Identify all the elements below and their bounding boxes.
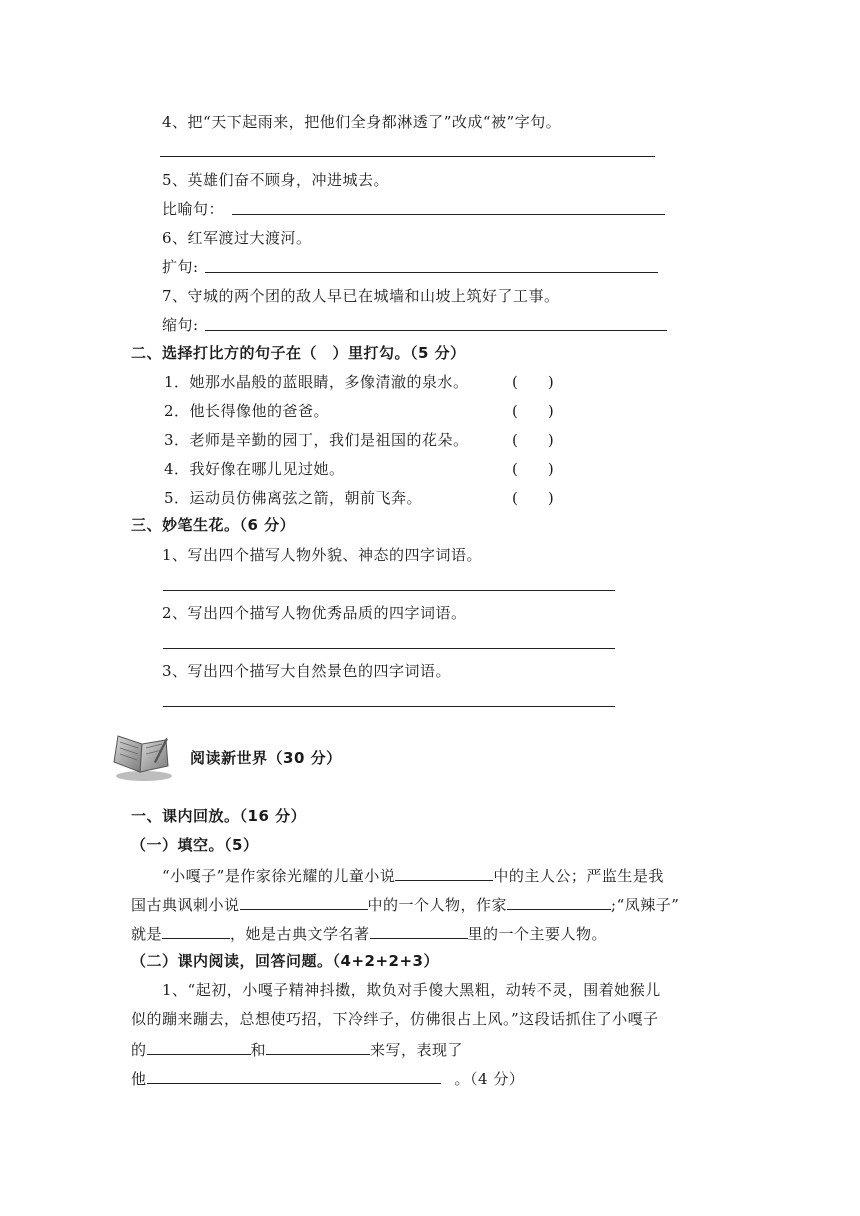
writing-item-2: 2、写出四个描写人物优秀品质的四字词语。 xyxy=(162,604,467,622)
p4-text-b: 。（4 分） xyxy=(454,1070,525,1088)
label-simile: 比喻句： xyxy=(162,200,225,218)
choice-item-5: 5．运动员仿佛离弦之箭，朝前飞奔。 xyxy=(164,489,423,507)
answer-line-w1[interactable] xyxy=(163,590,615,591)
blank-shows[interactable] xyxy=(147,1068,441,1084)
reading-section-1: 一、课内回放。（16 分） xyxy=(131,807,307,825)
check-paren-1[interactable]: ( ) xyxy=(512,373,554,391)
section-2-heading: 二、选择打比方的句子在（ ）里打勾。（5 分） xyxy=(131,344,466,362)
reading-sub-1: （一）填空。（5） xyxy=(131,836,259,854)
fill-line-1 xyxy=(162,865,664,885)
label-shrink: 缩句: xyxy=(162,316,199,334)
fill-text-3b: ，她是古典文学名著 xyxy=(230,925,370,943)
choice-item-4: 4．我好像在哪儿见过她。 xyxy=(164,460,345,478)
label-expand: 扩句: xyxy=(162,258,199,276)
answer-line-q5[interactable] xyxy=(232,214,665,215)
fill-text-1b: 中的主人公；严监生是我 xyxy=(493,867,664,885)
answer-line-q4[interactable] xyxy=(160,156,655,157)
writing-item-1: 1、写出四个描写人物外貌、神态的四字词语。 xyxy=(162,546,483,564)
blank-novel-title[interactable] xyxy=(395,865,493,881)
answer-line-q6[interactable] xyxy=(205,272,658,273)
fill-text-1a: “小嘎子”是作家徐光耀的儿童小说 xyxy=(162,867,396,885)
p3-text-c: 来写，表现了 xyxy=(370,1041,464,1059)
blank-aspect-1[interactable] xyxy=(147,1039,251,1055)
fill-line-2 xyxy=(131,894,679,914)
choice-item-2: 2．他长得像他的爸爸。 xyxy=(164,402,330,420)
p3-text-a: 的 xyxy=(131,1041,147,1059)
blank-satire-novel[interactable] xyxy=(240,894,368,910)
question-7: 7、守城的两个团的敌人早已在城墙和山坡上筑好了工事。 xyxy=(162,287,560,305)
check-paren-2[interactable]: ( ) xyxy=(512,402,554,420)
fill-line-3 xyxy=(131,923,607,943)
fill-text-2c: ;“凤辣子” xyxy=(611,896,680,914)
check-paren-4[interactable]: ( ) xyxy=(512,460,554,478)
reading-paragraph-1: 1、“起初，小嘎子精神抖擞，欺负对手傻大黑粗，动转不灵，围着她猴儿 xyxy=(162,981,661,999)
p4-text-a: 他 xyxy=(131,1070,147,1088)
question-5: 5、英雄们奋不顾身，冲进城去。 xyxy=(162,171,390,189)
reading-paragraph-4 xyxy=(131,1068,524,1088)
blank-classic-work[interactable] xyxy=(370,923,468,939)
check-paren-5[interactable]: ( ) xyxy=(512,489,554,507)
fill-text-2a: 国古典讽刺小说 xyxy=(131,896,240,914)
answer-line-w2[interactable] xyxy=(163,648,615,649)
check-paren-3[interactable]: ( ) xyxy=(512,431,554,449)
answer-line-w3[interactable] xyxy=(163,706,615,707)
reading-paragraph-2: 似的蹦来蹦去，总想使巧招，下冷绊子，仿佛很占上风。”这段话抓住了小嘎子 xyxy=(131,1010,659,1028)
choice-item-1: 1．她那水晶般的蓝眼睛，多像清澈的泉水。 xyxy=(164,373,469,391)
choice-item-3: 3．老师是辛勤的园丁，我们是祖国的花朵。 xyxy=(164,431,469,449)
reading-sub-2: （二）课内阅读，回答问题。（4+2+2+3） xyxy=(131,952,439,970)
section-3-heading: 三、妙笔生花。（6 分） xyxy=(131,516,296,534)
fill-text-3c: 里的一个主要人物。 xyxy=(467,925,608,943)
p3-text-b: 和 xyxy=(250,1041,267,1059)
blank-character[interactable] xyxy=(162,923,230,939)
reading-title: 阅读新世界（30 分） xyxy=(190,749,342,767)
fill-text-2b: 中的一个人物，作家 xyxy=(367,896,508,914)
blank-aspect-2[interactable] xyxy=(266,1039,370,1055)
blank-author[interactable] xyxy=(507,894,611,910)
fill-text-3a: 就是 xyxy=(131,925,163,943)
writing-item-3: 3、写出四个描写大自然景色的四字词语。 xyxy=(162,662,452,680)
question-4: 4、把“天下起雨来，把他们全身都淋透了”改成“被”字句。 xyxy=(162,113,562,131)
open-book-icon xyxy=(110,732,174,782)
reading-paragraph-3 xyxy=(131,1039,463,1059)
question-6: 6、红军渡过大渡河。 xyxy=(162,229,312,247)
answer-line-q7[interactable] xyxy=(205,330,667,331)
